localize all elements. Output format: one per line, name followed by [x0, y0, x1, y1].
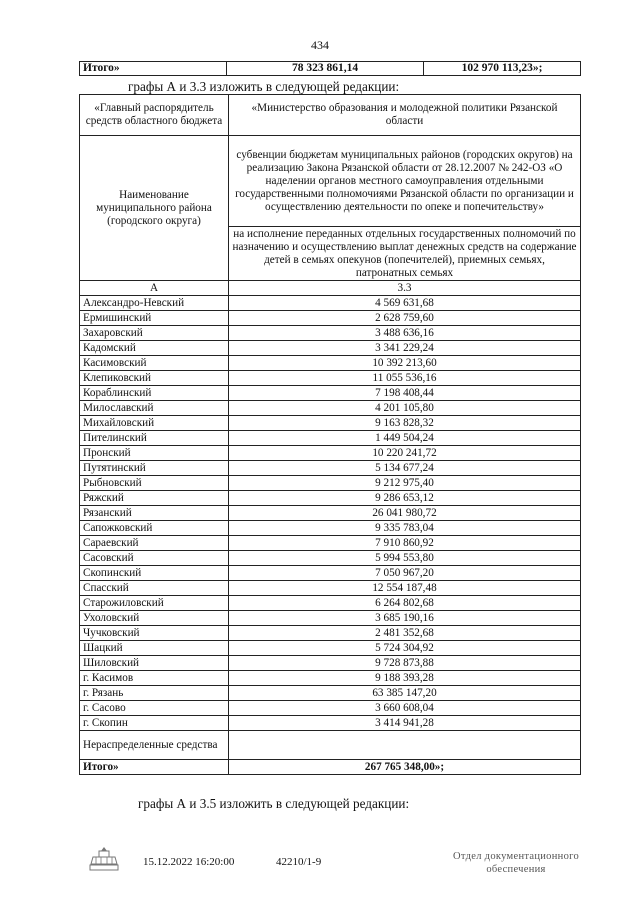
district-name: Ермишинский [80, 311, 229, 326]
total-value-1: 78 323 861,14 [227, 62, 424, 76]
table-row [80, 401, 581, 416]
header-subsidy-description: субвенции бюджетам муниципальных районов (городских округов) на реализацию Закона Рязанской области от 28.12.2007 № 242-ОЗ «О наделении органов местного самоуправления отдельными государственными полномочиями Рязанской области по организации и осуществлению деятельности по опеке и попечительству» [229, 136, 581, 227]
district-value: 9 212 975,40 [229, 476, 581, 491]
district-value: 9 188 393,28 [229, 671, 581, 686]
district-name: Чучковский [80, 626, 229, 641]
footer-doc-code: 42210/1-9 [276, 856, 322, 868]
district-value: 9 286 653,12 [229, 491, 581, 506]
district-name: Сасовский [80, 551, 229, 566]
district-value: 3 414 941,28 [229, 716, 581, 731]
district-name: Кораблинский [80, 386, 229, 401]
district-name: Сараевский [80, 536, 229, 551]
district-name: Старожиловский [80, 596, 229, 611]
district-value: 3 660 608,04 [229, 701, 581, 716]
total-row-previous [80, 62, 581, 76]
district-name: Скопинский [80, 566, 229, 581]
district-value: 10 392 213,60 [229, 356, 581, 371]
district-value: 4 569 631,68 [229, 296, 581, 311]
total-label: Итого» [80, 760, 229, 775]
header-row-subsidy [80, 136, 581, 227]
district-name: Ряжский [80, 491, 229, 506]
footer-datetime: 15.12.2022 16:20:00 [143, 856, 235, 868]
district-name: Михайловский [80, 416, 229, 431]
total-value: 267 765 348,00»; [229, 760, 581, 775]
table-row [80, 716, 581, 731]
district-name: Рыбновский [80, 476, 229, 491]
district-rows [80, 296, 581, 731]
district-name: Пронский [80, 446, 229, 461]
table-row [80, 446, 581, 461]
undistributed-value [229, 731, 581, 760]
district-value: 4 201 105,80 [229, 401, 581, 416]
table-row [80, 521, 581, 536]
district-value: 5 134 677,24 [229, 461, 581, 476]
header-row-columns [80, 281, 581, 296]
district-name: Сапожковский [80, 521, 229, 536]
district-value: 10 220 241,72 [229, 446, 581, 461]
district-name: Путятинский [80, 461, 229, 476]
header-distributor-label: «Главный распорядитель средств областного бюджета [80, 95, 229, 136]
emblem-icon [87, 844, 121, 874]
district-value: 6 264 802,68 [229, 596, 581, 611]
table-row [80, 431, 581, 446]
header-purpose-description: на исполнение переданных отдельных государственных полномочий по назначению и осуществлению выплат денежных средств на содержание детей в семьях опекунов (попечителей), приемных семьях, патронатных семьях [229, 227, 581, 281]
table-row [80, 566, 581, 581]
footer-stamp [436, 850, 596, 876]
table-row [80, 341, 581, 356]
district-name: Милославский [80, 401, 229, 416]
district-name: Шацкий [80, 641, 229, 656]
table-row [80, 656, 581, 671]
table-row [80, 611, 581, 626]
instruction-text-1: графы А и 3.3 изложить в следующей редакции: [128, 79, 400, 94]
district-name: г. Рязань [80, 686, 229, 701]
table-row [80, 296, 581, 311]
district-name: г. Касимов [80, 671, 229, 686]
district-name: Ухоловский [80, 611, 229, 626]
table-row [80, 476, 581, 491]
total-row-previous-table [79, 61, 581, 76]
table-row [80, 701, 581, 716]
district-value: 2 628 759,60 [229, 311, 581, 326]
district-value: 7 050 967,20 [229, 566, 581, 581]
district-value: 3 488 636,16 [229, 326, 581, 341]
district-value: 12 554 187,48 [229, 581, 581, 596]
table-row [80, 581, 581, 596]
district-value: 9 728 873,88 [229, 656, 581, 671]
district-value: 1 449 504,24 [229, 431, 581, 446]
district-value: 3 341 229,24 [229, 341, 581, 356]
subsidy-table [79, 94, 581, 775]
column-label-3-3: 3.3 [229, 281, 581, 296]
district-value: 2 481 352,68 [229, 626, 581, 641]
total-value-2: 102 970 113,23»; [424, 62, 581, 76]
table-row [80, 491, 581, 506]
district-name: Спасский [80, 581, 229, 596]
district-name: Рязанский [80, 506, 229, 521]
footer-stamp-line1: Отдел документационного [452, 851, 580, 862]
district-value: 5 724 304,92 [229, 641, 581, 656]
table-row [80, 671, 581, 686]
district-value: 9 335 783,04 [229, 521, 581, 536]
table-row [80, 356, 581, 371]
table-row [80, 641, 581, 656]
table-row [80, 311, 581, 326]
undistributed-label: Нераспределенные средства [80, 731, 229, 760]
district-value: 26 041 980,72 [229, 506, 581, 521]
district-name: Клепиковский [80, 371, 229, 386]
district-value: 7 910 860,92 [229, 536, 581, 551]
table-row [80, 536, 581, 551]
table-row [80, 326, 581, 341]
footer-stamp-line2: обеспечения [486, 864, 546, 875]
undistributed-row [80, 731, 581, 760]
table-row [80, 596, 581, 611]
header-ministry-name: «Министерство образования и молодежной политики Рязанской области [229, 95, 581, 136]
district-name: Шиловский [80, 656, 229, 671]
table-row [80, 506, 581, 521]
header-row-distributor [80, 95, 581, 136]
page-number: 434 [311, 38, 329, 52]
table-row [80, 551, 581, 566]
district-name: Касимовский [80, 356, 229, 371]
table-row [80, 626, 581, 641]
table-row [80, 386, 581, 401]
district-name: г. Сасово [80, 701, 229, 716]
column-label-a: А [80, 281, 229, 296]
header-district-name-label: Наименование муниципального района (городского округа) [80, 136, 229, 281]
total-row [80, 760, 581, 775]
district-value: 5 994 553,80 [229, 551, 581, 566]
table-row [80, 371, 581, 386]
district-value: 11 055 536,16 [229, 371, 581, 386]
district-name: Александро-Невский [80, 296, 229, 311]
district-value: 3 685 190,16 [229, 611, 581, 626]
table-row [80, 461, 581, 476]
total-label-previous: Итого» [80, 62, 227, 76]
district-value: 63 385 147,20 [229, 686, 581, 701]
district-name: Захаровский [80, 326, 229, 341]
table-row [80, 686, 581, 701]
district-value: 7 198 408,44 [229, 386, 581, 401]
table-row [80, 416, 581, 431]
district-name: Пителинский [80, 431, 229, 446]
instruction-text-2: графы А и 3.5 изложить в следующей редакции: [138, 796, 410, 811]
district-name: Кадомский [80, 341, 229, 356]
district-value: 9 163 828,32 [229, 416, 581, 431]
district-name: г. Скопин [80, 716, 229, 731]
